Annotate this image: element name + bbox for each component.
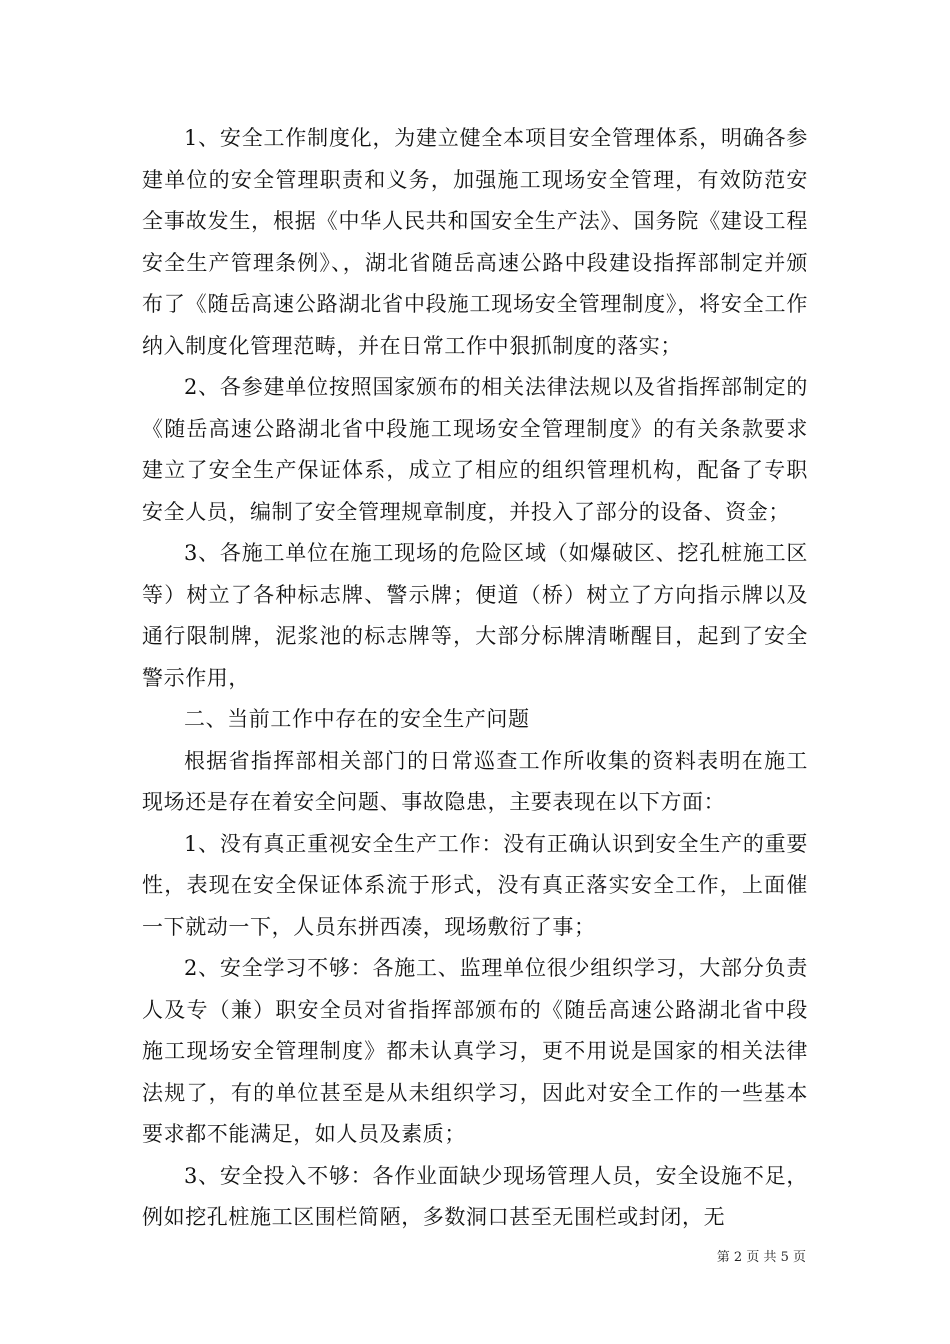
page-number-footer: 第 2 页 共 5 页 bbox=[716, 1250, 806, 1265]
paragraph-1: 1、安全工作制度化，为建立健全本项目安全管理体系，明确各参建单位的安全管理职责和义务，加强施工现场安全管理，有效防范安全事故发生，根据《中华人民共和国安全生产法》、国务院《建设工程安全生产管理条例》、，湖北省随岳高速公路中段建设指挥部制定并颁布了《随岳高速公路湖北省中段施工现场安全管理制度》，将安全工作纳入制度化管理范畴，并在日常工作中狠抓制度的落实； bbox=[142, 126, 808, 358]
paragraph-7: 2、安全学习不够：各施工、监理单位很少组织学习，大部分负责人及专（兼）职安全员对省指挥部颁布的《随岳高速公路湖北省中段施工现场安全管理制度》都未认真学习，更不用说是国家的相关法律法规了，有的单位甚至是从未组织学习，因此对安全工作的一些基本要求都不能满足，如人员及素质； bbox=[142, 956, 808, 1146]
paragraph-3: 3、各施工单位在施工现场的危险区域（如爆破区、挖孔桩施工区等）树立了各种标志牌、警示牌；便道（桥）树立了方向指示牌以及通行限制牌，泥浆池的标志牌等，大部分标牌清晰醒目，起到了安全警示作用， bbox=[142, 541, 808, 690]
section-heading: 二、当前工作中存在的安全生产问题 bbox=[184, 707, 530, 731]
paragraph-8: 3、安全投入不够：各作业面缺少现场管理人员，安全设施不足，例如挖孔桩施工区围栏简陋，多数洞口甚至无围栏或封闭，无 bbox=[142, 1163, 808, 1229]
paragraph-5: 根据省指挥部相关部门的日常巡查工作所收集的资料表明在施工现场还是存在着安全问题、事故隐患，主要表现在以下方面： bbox=[142, 748, 808, 814]
document-body bbox=[142, 118, 808, 1239]
paragraph-6: 1、没有真正重视安全生产工作：没有正确认识到安全生产的重要性，表现在安全保证体系流于形式，没有真正落实安全工作，上面催一下就动一下，人员东拼西凑，现场敷衍了事； bbox=[142, 831, 808, 939]
paragraph-2: 2、各参建单位按照国家颁布的相关法律法规以及省指挥部制定的《随岳高速公路湖北省中段施工现场安全管理制度》的有关条款要求建立了安全生产保证体系，成立了相应的组织管理机构，配备了专职安全人员，编制了安全管理规章制度，并投入了部分的设备、资金； bbox=[142, 375, 808, 524]
